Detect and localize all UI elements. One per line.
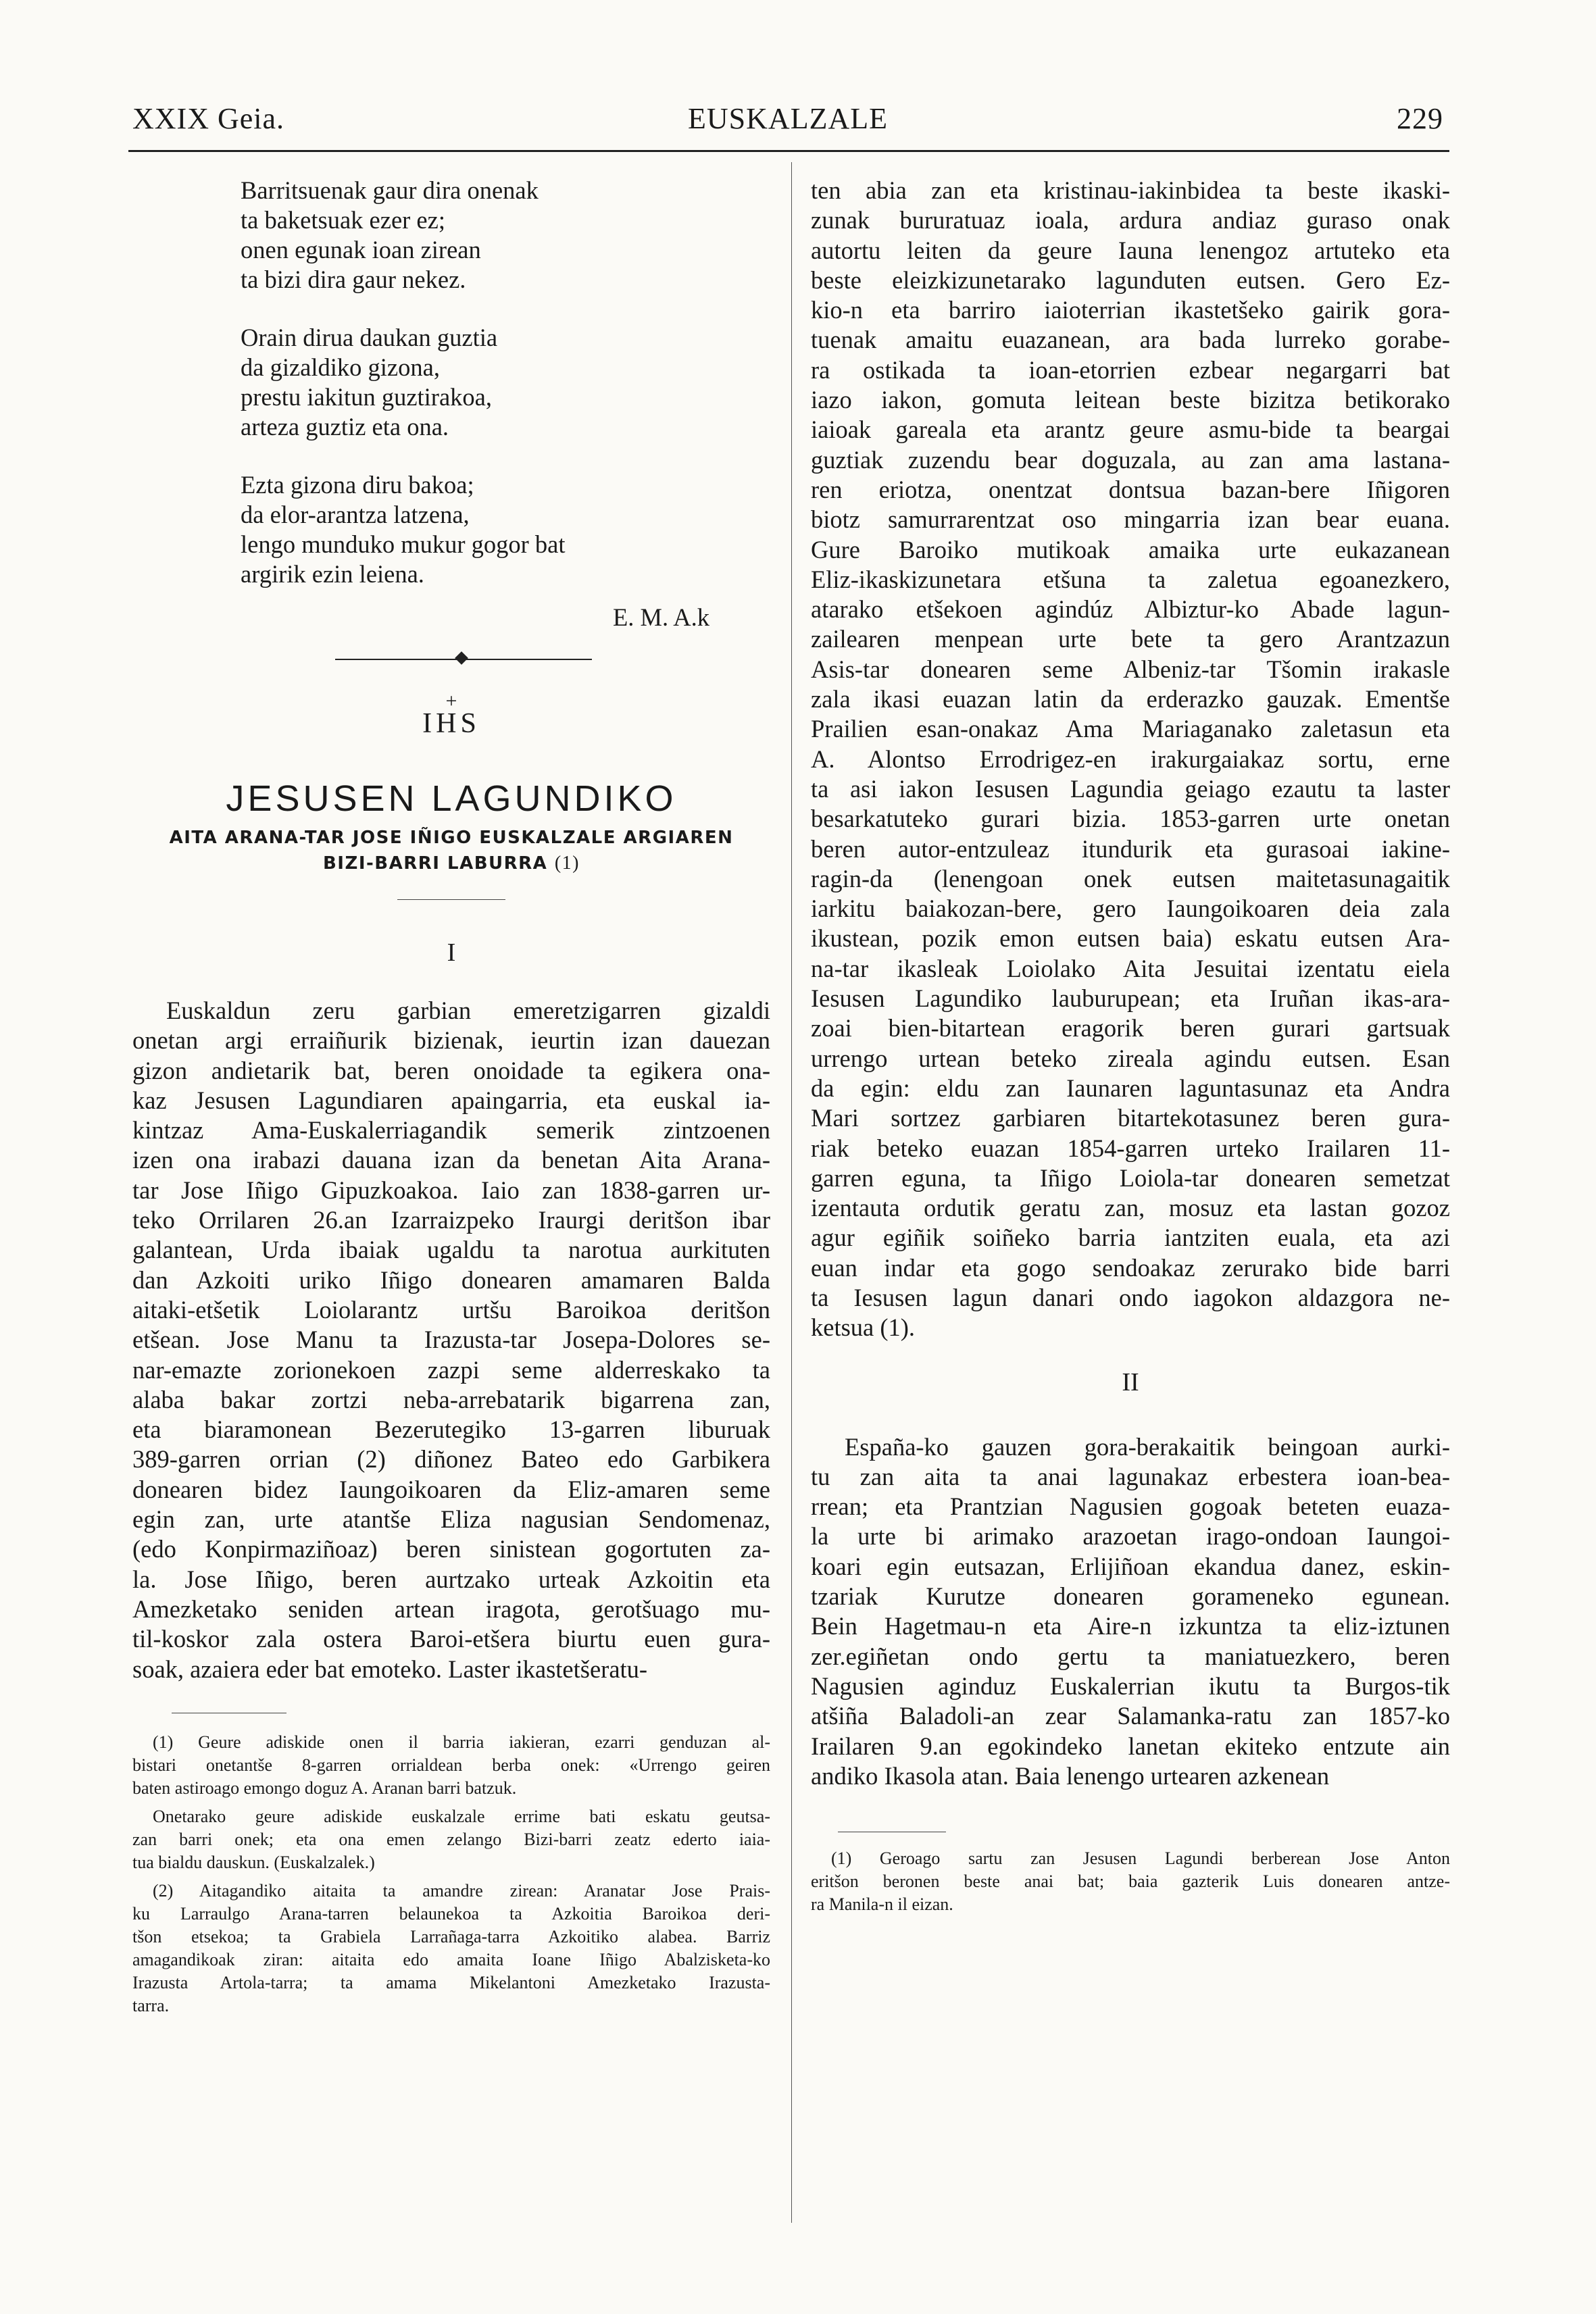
subtitle-line: AITA ARANA-TAR JOSE IÑIGO EUSKALZALE ARGIAREN <box>169 828 734 848</box>
poem-stanza <box>241 176 770 295</box>
right-body-text <box>811 176 1450 1343</box>
text-line: España-ko gauzen gora-berakaitik beingoan aurki- <box>845 1432 1450 1461</box>
text-line: biotz samurrarentzat oso mingarria izan bear euana. <box>811 505 1450 534</box>
text-line: kintzaz Ama-Euskalerriagandik semerik zintzoenen <box>132 1116 770 1145</box>
footnote <box>132 1880 770 2017</box>
text-line: beren autor-entzuleaz itundurik eta gurasoai iakine- <box>811 834 1450 863</box>
text-line: koari egin eutsazan, Erlijiñoan ekandua danez, eskin- <box>811 1552 1450 1580</box>
text-line: zala ikasi euazan latin da erderazko gauzak. Ementše <box>811 685 1450 713</box>
text-line: ren eriotza, onentzat dontsua bazan-bere Iñigoren <box>811 475 1450 503</box>
journal-title: EUSKALZALE <box>688 102 888 135</box>
text-line: besarkatuteko gurari bizia. 1853-garren urte onetan <box>811 805 1450 833</box>
text-line: andiko Ikasola atan. Baia lenengo urtearen azkenean <box>811 1761 1330 1790</box>
text-line: Gure Baroiko mutikoak amaika urte eukazanean <box>811 535 1450 563</box>
text-line: alaba bakar zortzi neba-arrebatarik bigarrena zan, <box>132 1385 770 1413</box>
poem-line: lengo munduko mukur gogor bat <box>241 530 566 558</box>
ihs-monogram: IHS <box>422 708 480 739</box>
footnote-line: ra Manila-n il eizan. <box>811 1894 953 1915</box>
poem-line: da gizaldiko gizona, <box>241 353 440 381</box>
subtitle-line-2 <box>132 851 770 876</box>
text-line: iaioak gareala eta arantz geure asmu-bide ta beargai <box>811 416 1450 444</box>
text-line: onetan argi erraiñurik bizienak, ieurtin izan dauezan <box>132 1026 770 1055</box>
text-line: atšiña Baladoli-an zear Salamanka-ratu zan 1857-ko <box>811 1702 1450 1730</box>
right-column <box>811 176 1450 1916</box>
page-number: 229 <box>1397 102 1443 135</box>
text-line: izentauta ordutik geratu zan, mosuz eta lastan gozoz <box>811 1194 1450 1222</box>
text-line: Eliz-ikaskizunetara etšuna ta zaletua egoanezkero, <box>811 565 1450 593</box>
section-number: I <box>447 938 456 967</box>
footnote-line: (1) Geure adiskide onen il barria iakieran, ezarri genduzan al- <box>153 1732 770 1752</box>
text-line: beste eleizkizunetarako lagunduten eutsen. Gero Ez- <box>811 266 1450 294</box>
text-line: Amezketako seniden artean iragota, gerotšuago mu- <box>132 1594 770 1623</box>
text-line: kaz Jesusen Lagundiaren apaingarria, eta euskal ia- <box>132 1086 770 1114</box>
footnote-line: Onetarako geure adiskide euskalzale errime bati eskatu geutsa- <box>153 1806 770 1826</box>
text-line: ten abia zan eta kristinau-iakinbidea ta beste ikaski- <box>811 176 1450 204</box>
text-line: aitaki-etšetik Loiolarantz urtšu Baroikoa deritšon <box>132 1295 770 1324</box>
footnote-line: tarra. <box>132 1995 170 2015</box>
text-line: euan indar eta gogo sendoakaz zerurako bide barri <box>811 1253 1450 1282</box>
text-line: soak, azaiera eder bat emoteko. Laster ikastetšeratu- <box>132 1655 648 1683</box>
poem-line: Orain dirua daukan guztia <box>241 324 498 351</box>
text-line: tu zan aita ta anai lagunakaz erbestera ioan-bea- <box>811 1462 1450 1490</box>
text-line: zoai bien-bitartean eragorik beren gurari gartsuak <box>811 1014 1450 1042</box>
right-footnotes <box>811 1847 1450 1916</box>
left-body-text <box>132 996 770 1684</box>
text-line: Euskaldun zeru garbian emeretzigarren gizaldi <box>166 997 770 1024</box>
poem-line: prestu iakitun guztirakoa, <box>241 383 492 411</box>
text-line: 389-garren orrian (2) diñonez Bateo edo Garbikera <box>132 1445 770 1474</box>
footnote-line: eritšon beronen beste anai bat; baia gazterik Luis donearen antze- <box>811 1871 1450 1892</box>
poem-line: Ezta gizona diru bakoa; <box>241 471 474 499</box>
text-line: zer.egiñetan ondo gertu ta maniatuezkero, beren <box>811 1642 1450 1670</box>
text-line: (edo Konpirmaziñoaz) beren sinistean gogortuten za- <box>132 1535 770 1563</box>
text-line: Asis-tar donearen seme Albeniz-tar Tšomin irakasle <box>811 655 1450 683</box>
text-line: galantean, Urda ibaiak ugaldu ta narotua aurkituten <box>132 1236 770 1264</box>
footnote-line: Irazusta Artola-tarra; ta amama Mikelantoni Amezketako Irazusta- <box>132 1972 770 1992</box>
left-footnotes <box>132 1731 770 2017</box>
text-line: ta asi iakon Iesusen Lagundia geiago ezautu ta laster <box>811 774 1450 803</box>
article-title: JESUSEN LAGUNDIKO <box>226 778 677 819</box>
poem-line: onen egunak ioan zirean <box>241 236 481 263</box>
text-line: izen ona irabazi dauana izan da benetan Aita Arana- <box>132 1146 770 1174</box>
footnote-line: (2) Aitagandiko aitaita ta amandre zirean: Aranatar Jose Prais- <box>153 1880 770 1901</box>
left-column <box>132 176 770 2023</box>
poem-line: ta bizi dira gaur nekez. <box>241 266 466 293</box>
text-line: ra ostikada ta ioan-etorrien ezbear negargarri bat <box>811 355 1450 384</box>
text-line: rrean; eta Prantzian Nagusien gogoak beteten euaza- <box>811 1492 1450 1521</box>
text-line: Nagusien aginduz Euskalerrian ikutu ta Burgos-tik <box>811 1671 1450 1700</box>
text-line: iazo iakon, gomuta leitean beste bizitza betikorako <box>811 386 1450 414</box>
text-line: eta biaramonean Bezerutegiko 13-garren liburuak <box>132 1415 770 1444</box>
text-line: dan Azkoiti uriko Iñigo donearen amamaren Balda <box>132 1265 770 1294</box>
text-line: gizon andietarik bat, beren onoidade ta egikera ona- <box>132 1056 770 1084</box>
text-line: kio-n eta barriro iaioterrian ikastetšeko gairik gora- <box>811 296 1450 324</box>
text-line: Mari sortzez garbiaren bitartekotasunez beren gura- <box>811 1104 1450 1132</box>
text-line: ikustean, pozik emon eutsen baia) eskatu eutsen Ara- <box>811 924 1450 953</box>
text-line: Iesusen Lagundiko lauburupean; eta Iruñan ikas-ara- <box>811 984 1450 1013</box>
page-header <box>132 101 1443 149</box>
footnote-line: zan barri onek; eta ona emen zelango Bizi-barri zeatz ederto iaia- <box>132 1829 770 1849</box>
text-line: tzariak Kurutze donearen gorameneko egunean. <box>811 1582 1450 1611</box>
text-line: Prailien esan-onakaz Ama Mariaganako zaletasun eta <box>811 715 1450 743</box>
footnote-line: baten astiroago emongo doguz A. Aranan barri batzuk. <box>132 1778 517 1798</box>
footnote-line: (1) Geroago sartu zan Jesusen Lagundi berberean Jose Anton <box>831 1848 1450 1869</box>
footnote <box>132 1805 770 1874</box>
text-line: A. Alontso Errodrigez-en irakurgaiakaz sortu, erne <box>811 745 1450 773</box>
text-line: ragin-da (lenengoan onek eutsen maitetasunagaitik <box>811 864 1450 892</box>
poem-signature: E. M. A.k <box>613 603 709 631</box>
text-line: iarkitu baiakozan-bere, gero Iaungoikoaren deia zala <box>811 895 1450 923</box>
footnote-ref: (1) <box>554 853 580 874</box>
text-line: da egin: eldu zan Iaunaren laguntasunaz eta Andra <box>811 1074 1450 1102</box>
text-line: riak beteko euazan 1854-garren urteko Irailaren 11- <box>811 1134 1450 1162</box>
right-body-text-2 <box>811 1432 1450 1792</box>
poem-stanza <box>241 323 770 442</box>
ornament-divider <box>132 643 770 676</box>
poem-line: argirik ezin leiena. <box>241 560 424 588</box>
text-line: etšean. Jose Manu ta Irazusta-tar Josepa-Dolores se- <box>132 1326 770 1354</box>
subtitle-text: BIZI-BARRI LABURRA <box>322 853 548 874</box>
footnote-line: tua bialdu dauskun. (Euskalzalek.) <box>132 1852 375 1872</box>
text-line: urrengo urtean beteko zireala agindu eutsen. Esan <box>811 1044 1450 1072</box>
footnote-line: amagandikoak ziran: aitaita edo amaita Ioane Iñigo Abalzisketa-ko <box>132 1949 770 1969</box>
poem-line: Barritsuenak gaur dira onenak <box>241 176 539 204</box>
poem-line: arteza guztiz eta ona. <box>241 413 449 441</box>
text-line: guztiak zuzendu bear doguzala, au zan ama lastana- <box>811 445 1450 474</box>
text-line: nar-emazte zorionekoen zazpi seme alderreskako ta <box>132 1355 770 1384</box>
diamond-icon <box>455 651 468 665</box>
short-rule <box>397 899 505 900</box>
text-line: na-tar ikasleak Loiolako Aita Jesuitai izentatu eiela <box>811 954 1450 982</box>
text-line: zunak bururatuaz ioala, ardura andiaz guraso onak <box>811 206 1450 234</box>
text-line: agur egiñik soiñeko barria iantziten euala, eta azi <box>811 1224 1450 1252</box>
poem <box>241 176 770 589</box>
text-line: teko Orrilaren 26.an Izarraizpeko Iraurgi deritšon ibar <box>132 1206 770 1234</box>
cross-icon: + <box>445 690 457 712</box>
text-line: la. Jose Iñigo, beren aurtzako urteak Azkoitin eta <box>132 1565 770 1593</box>
text-line: Irailaren 9.an egokindeko lanetan ekiteko entzute ain <box>811 1732 1450 1760</box>
footnote-line: bistari onetantše 8-garren orrialdean berba onek: «Urrengo geiren <box>132 1755 770 1775</box>
issue-label: XXIX Geia. <box>132 102 285 135</box>
footnote <box>132 1731 770 1800</box>
text-line: zailearen menpean urte bete ta gero Arantzazun <box>811 625 1450 653</box>
text-line: ta Iesusen lagun danari ondo iagokon aldazgora ne- <box>811 1283 1450 1311</box>
text-line: garren eguna, ta Iñigo Loiola-tar donearen semetzat <box>811 1163 1450 1192</box>
text-line: tar Jose Iñigo Gipuzkoakoa. Iaio zan 1838-garren ur- <box>132 1176 770 1204</box>
column-divider <box>791 162 792 2223</box>
article-subtitle <box>132 825 770 876</box>
text-line: donearen bidez Iaungoikoaren da Eliz-amaren seme <box>132 1475 770 1503</box>
text-line: tuenak amaitu euazanean, ara bada lurreko gorabe- <box>811 326 1450 354</box>
text-line: autortu leiten da geure Iauna lenengoz artuteko eta <box>811 236 1450 264</box>
poem-stanza <box>241 470 770 589</box>
text-line: ketsua (1). <box>811 1313 916 1342</box>
header-rule <box>128 150 1449 152</box>
section-number: II <box>1122 1367 1139 1397</box>
text-line: la urte bi arimako arazoetan irago-ondoan Iaungoi- <box>811 1522 1450 1551</box>
poem-line: da elor-arantza latzena, <box>241 501 470 528</box>
text-line: Bein Hagetmau-n eta Aire-n izkuntza ta eliz-iztunen <box>811 1612 1450 1640</box>
text-line: til-koskor zala ostera Baroi-etšera biurtu euen gura- <box>132 1625 770 1653</box>
footnote-line: ku Larraulgo Arana-tarren belaunekoa ta Azkoitia Baroikoa deri- <box>132 1903 770 1923</box>
footnote-line: tšon etsekoa; ta Grabiela Larrañaga-tarra Azkoitiko alabea. Barriz <box>132 1926 770 1946</box>
text-line: atarako etšekoen agindúz Albiztur-ko Abade lagun- <box>811 595 1450 624</box>
poem-line: ta baketsuak ezer ez; <box>241 206 445 234</box>
text-line: egin zan, urte atantše Eliza nagusian Sendomenaz, <box>132 1505 770 1534</box>
